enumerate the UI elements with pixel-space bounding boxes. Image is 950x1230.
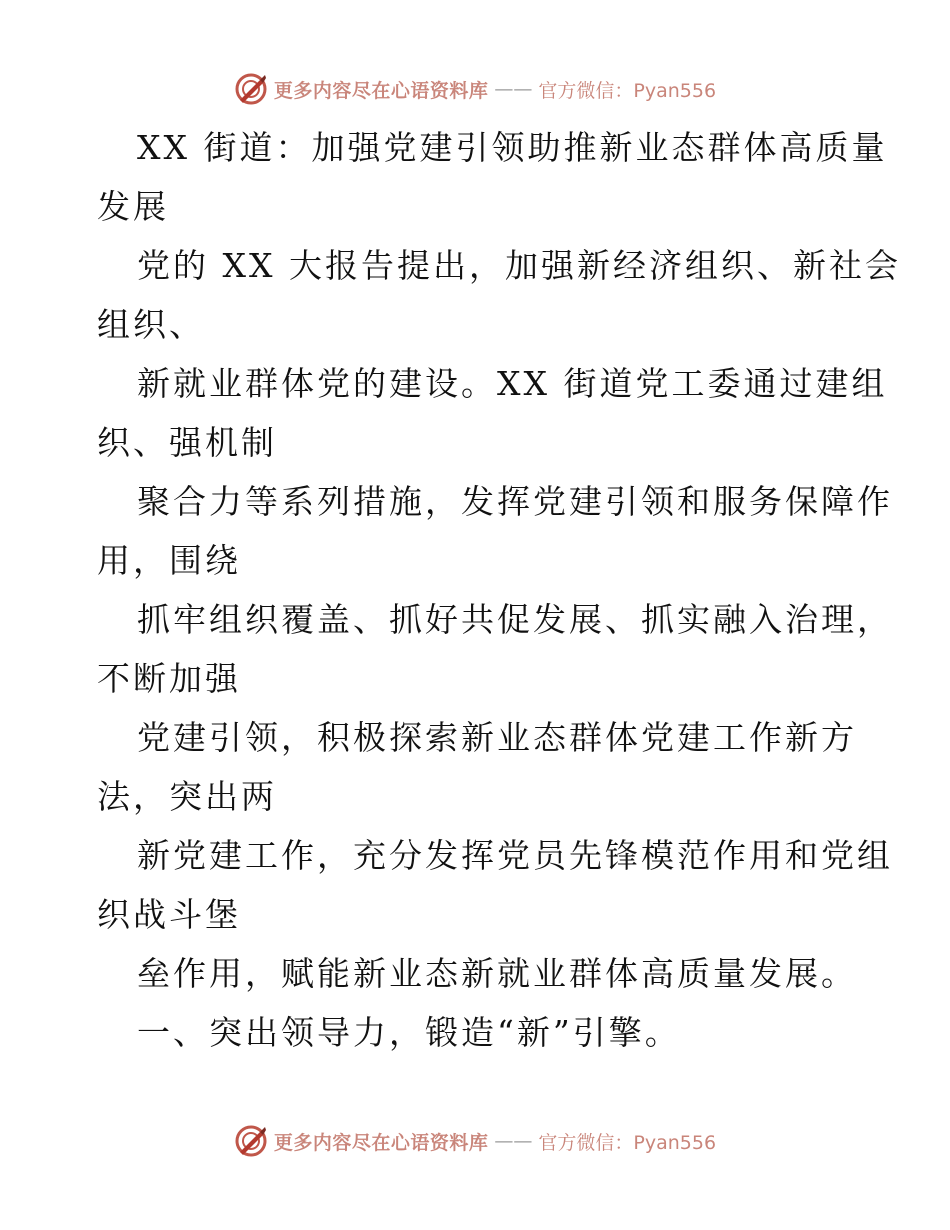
banner-separator: —— xyxy=(494,78,533,100)
text-line: 织、强机制 xyxy=(97,423,277,462)
text-line: 新就业群体党的建设。XX 街道党工委通过建组 xyxy=(137,364,888,403)
pen-emblem-icon xyxy=(234,1124,268,1158)
banner-slogan: 更多内容尽在心语资料库 xyxy=(273,79,489,102)
text-line: 法，突出两 xyxy=(97,777,277,816)
document-body xyxy=(97,118,901,1062)
banner-contact: 官方微信：Pyan556 xyxy=(538,79,717,102)
banner-slogan: 更多内容尽在心语资料库 xyxy=(273,1131,489,1154)
text-line: 发展 xyxy=(97,187,169,226)
text-line: 新党建工作，充分发挥党员先锋模范作用和党组 xyxy=(137,836,893,875)
text-line: 聚合力等系列措施，发挥党建引领和服务保障作 xyxy=(137,482,893,521)
text-line: 党的 XX 大报告提出，加强新经济组织、新社会 xyxy=(137,246,901,285)
banner-separator: —— xyxy=(494,1130,533,1152)
text-line: 用，围绕 xyxy=(97,541,241,580)
text-line: 织战斗堡 xyxy=(97,895,241,934)
section-heading: 一、突出领导力，锻造“新”引擎。 xyxy=(137,1013,681,1052)
pen-emblem-icon xyxy=(234,72,268,106)
text-line: XX 街道：加强党建引领助推新业态群体高质量 xyxy=(137,128,888,167)
header-banner xyxy=(0,72,950,106)
text-line: 不断加强 xyxy=(97,659,241,698)
footer-banner xyxy=(0,1124,950,1158)
text-line: 垒作用，赋能新业态新就业群体高质量发展。 xyxy=(137,954,857,993)
text-line: 党建引领，积极探索新业态群体党建工作新方 xyxy=(137,718,857,757)
text-line: 抓牢组织覆盖、抓好共促发展、抓实融入治理， xyxy=(137,600,893,639)
text-line: 组织、 xyxy=(97,305,205,344)
banner-contact: 官方微信：Pyan556 xyxy=(538,1131,717,1154)
